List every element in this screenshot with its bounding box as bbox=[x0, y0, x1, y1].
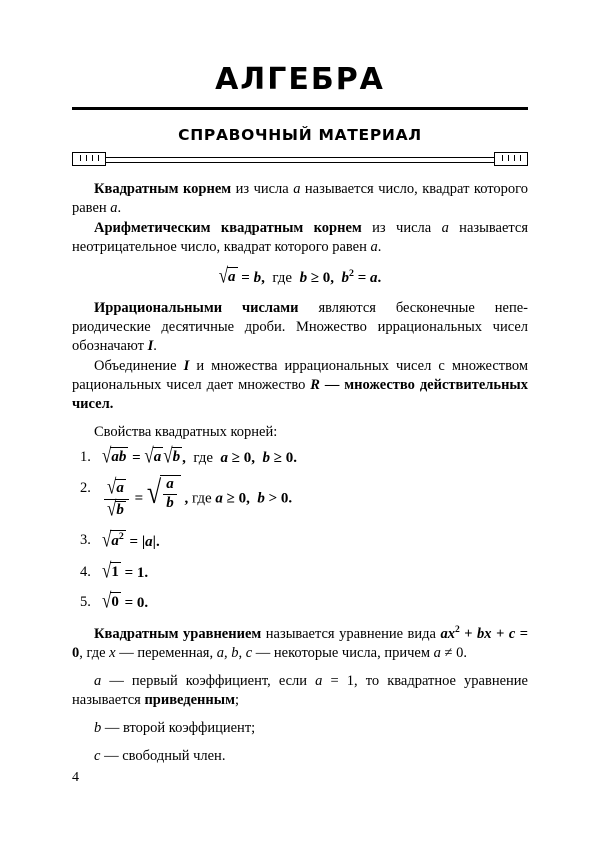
item-number: 3. bbox=[80, 532, 91, 549]
item-number: 5. bbox=[80, 594, 91, 611]
properties-heading: Свойства квадратных корней: bbox=[94, 424, 278, 441]
title-divider bbox=[72, 107, 528, 110]
definition-square-root: Квадратным корнем из числа a называется число, квадрат которого равен a. bbox=[72, 181, 528, 217]
paragraph-union-of-sets: Объединение I и множества иррациональных чисел с множеством рациональных чисел дает множество R — множество действительных чисел. bbox=[72, 357, 528, 413]
page-number: 4 bbox=[72, 770, 79, 785]
term-irrational-numbers: Иррациональными числами bbox=[94, 299, 299, 316]
properties-list bbox=[72, 443, 528, 613]
list-item: 3. $√a^2 = |a|$. bbox=[80, 527, 160, 552]
formula-root-definition: √a = b, где b ≥ 0, $b^2 = a$. bbox=[218, 263, 382, 287]
coefficient-a-description: a — первый коэффициент, если a = 1, то квадратное уравнение называется приведенным; bbox=[72, 672, 528, 709]
coefficient-b-description: b — второй коэффициент; bbox=[94, 720, 256, 737]
page-content bbox=[72, 62, 528, 767]
item-number: 2. bbox=[80, 479, 91, 496]
decorative-ruler bbox=[72, 152, 528, 166]
item-number: 1. bbox=[80, 449, 91, 466]
page-title: АЛГЕБРА bbox=[215, 62, 385, 97]
term-arithmetic-root: Арифметическим квадратным корнем bbox=[94, 220, 362, 237]
ruler-cap-left bbox=[72, 152, 106, 166]
ruler-cap-right bbox=[494, 152, 528, 166]
definition-arithmetic-root: Арифметическим квадратным корнем из числа a называется неотрицательное число, квадрат которого равен a. bbox=[72, 220, 528, 256]
coefficient-c-description: c — свободный член. bbox=[94, 748, 226, 765]
definition-irrational-numbers: Иррациональными числами являются бесконечные непериодические десятичные дроби. Множество иррациональных чисел обозначают I. bbox=[72, 299, 528, 354]
list-item: 1. √ab = √a √b , где a ≥ 0, b ≥ 0. bbox=[80, 443, 298, 468]
term-quadratic-equation: Квадратным уравнением bbox=[94, 625, 262, 642]
term-square-root: Квадратным корнем bbox=[94, 181, 232, 197]
list-item: 2. $\frac{√a}{√b}$ = √ $\frac{a}{b}$ , где a ≥ 0, b > 0. bbox=[80, 473, 293, 520]
definition-quadratic-equation: Квадратным уравнением называется уравнение вида $ax^2$ + bx + c = 0, где x — переменная, a, b, c — некоторые числа, причем a ≠ 0. bbox=[72, 623, 529, 661]
item-number: 4. bbox=[80, 563, 91, 580]
section-subtitle: СПРАВОЧНЫЙ МАТЕРИАЛ bbox=[178, 126, 422, 144]
list-item: 5. √0 = 0. bbox=[80, 588, 149, 613]
ruler-bar bbox=[72, 157, 528, 163]
list-item: 4. √1 = 1. bbox=[80, 558, 149, 583]
